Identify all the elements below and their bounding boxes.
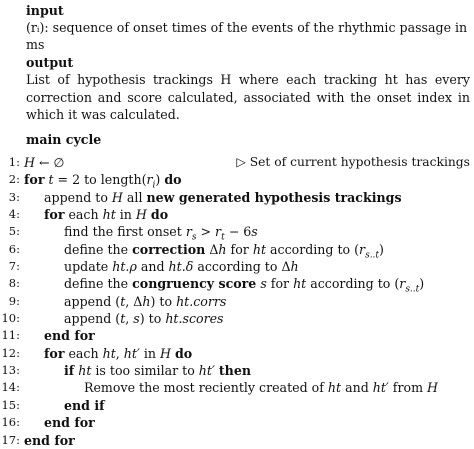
- algorithm-line: [0, 223, 474, 243]
- code-line: if ht is too similar to ht′ then: [64, 363, 251, 379]
- input-description: (rᵢ): sequence of onset times of the events of the rhythmic passage in ms: [26, 20, 468, 52]
- line-number: 17:: [1, 432, 20, 447]
- main-cycle-section: [26, 131, 468, 148]
- algorithm-line: [0, 275, 474, 295]
- main-cycle-heading: main cycle: [26, 132, 102, 147]
- code-line: append to H all new generated hypothesis trackings: [44, 189, 402, 205]
- algorithm-line: [0, 206, 474, 223]
- code-line: for each ht, ht′ in H do: [44, 345, 193, 361]
- code-line: find the first onset $r_s > r_t - 6s$: [64, 224, 258, 243]
- algorithm-listing: [0, 154, 474, 449]
- output-description: List of hypothesis trackings H where each tracking ht has every correction and score calculated, associated with the onset index in which it was calculated.: [26, 72, 470, 122]
- line-number: 2:: [8, 172, 20, 187]
- code-line: H ← ∅: [24, 155, 65, 170]
- line-number: 15:: [1, 397, 20, 412]
- code-line: Remove the most reciently created of ht and ht′ from H: [84, 380, 438, 396]
- algorithm-line: [0, 345, 474, 362]
- algorithm-line: [0, 414, 474, 431]
- algorithm-line: [0, 189, 474, 206]
- code-line: end for: [44, 415, 95, 431]
- line-number: 4:: [8, 207, 20, 222]
- code-line: append (t, s) to ht.scores: [64, 311, 224, 327]
- code-line: define the correction Δh for ht according to $(r_{s..t})$: [64, 241, 384, 261]
- code-line: update ht.ρ and ht.δ according to Δh: [64, 259, 299, 275]
- algorithm-line: [0, 310, 474, 327]
- code-line: end for: [44, 328, 95, 344]
- line-number: 13:: [1, 363, 20, 378]
- line-comment: ▷ Set of current hypothesis trackings: [236, 155, 470, 169]
- line-number: 14:: [1, 380, 20, 395]
- code-line: append (t, Δh) to ht.corrs: [64, 293, 227, 309]
- algorithm-line: [0, 171, 474, 191]
- algorithm-line: [0, 327, 474, 344]
- algorithm-line: [0, 379, 474, 396]
- code-line: for each ht in H do: [44, 207, 169, 223]
- line-number: 9:: [8, 293, 20, 308]
- algorithm-line: [0, 258, 474, 275]
- line-number: 5:: [8, 224, 20, 239]
- code-line: define the congruency score s for ht according to $(r_{s..t})$: [64, 276, 425, 295]
- output-heading: output: [26, 55, 74, 70]
- algorithm-line: [0, 154, 474, 171]
- line-number: 1:: [8, 155, 20, 169]
- line-number: 11:: [1, 328, 20, 343]
- output-section: [26, 54, 468, 71]
- line-number: 12:: [1, 345, 20, 360]
- line-number: 8:: [8, 276, 20, 291]
- algorithm-line: [0, 397, 474, 414]
- line-number: 3:: [8, 189, 20, 204]
- code-line: end for: [24, 432, 75, 448]
- line-number: 10:: [1, 311, 20, 326]
- algorithm-line: [0, 241, 474, 261]
- algorithm-line: [0, 362, 474, 379]
- line-number: 7:: [8, 259, 20, 274]
- algorithm-line: [0, 293, 474, 310]
- algorithm-line: [0, 432, 474, 449]
- code-line: end if: [64, 397, 105, 413]
- input-heading: input: [26, 3, 64, 18]
- code-line: for t = 2 to $length(r_i)$ do: [24, 172, 182, 191]
- input-section: [26, 2, 468, 53]
- line-number: 16:: [1, 415, 20, 430]
- line-number: 6:: [8, 241, 20, 256]
